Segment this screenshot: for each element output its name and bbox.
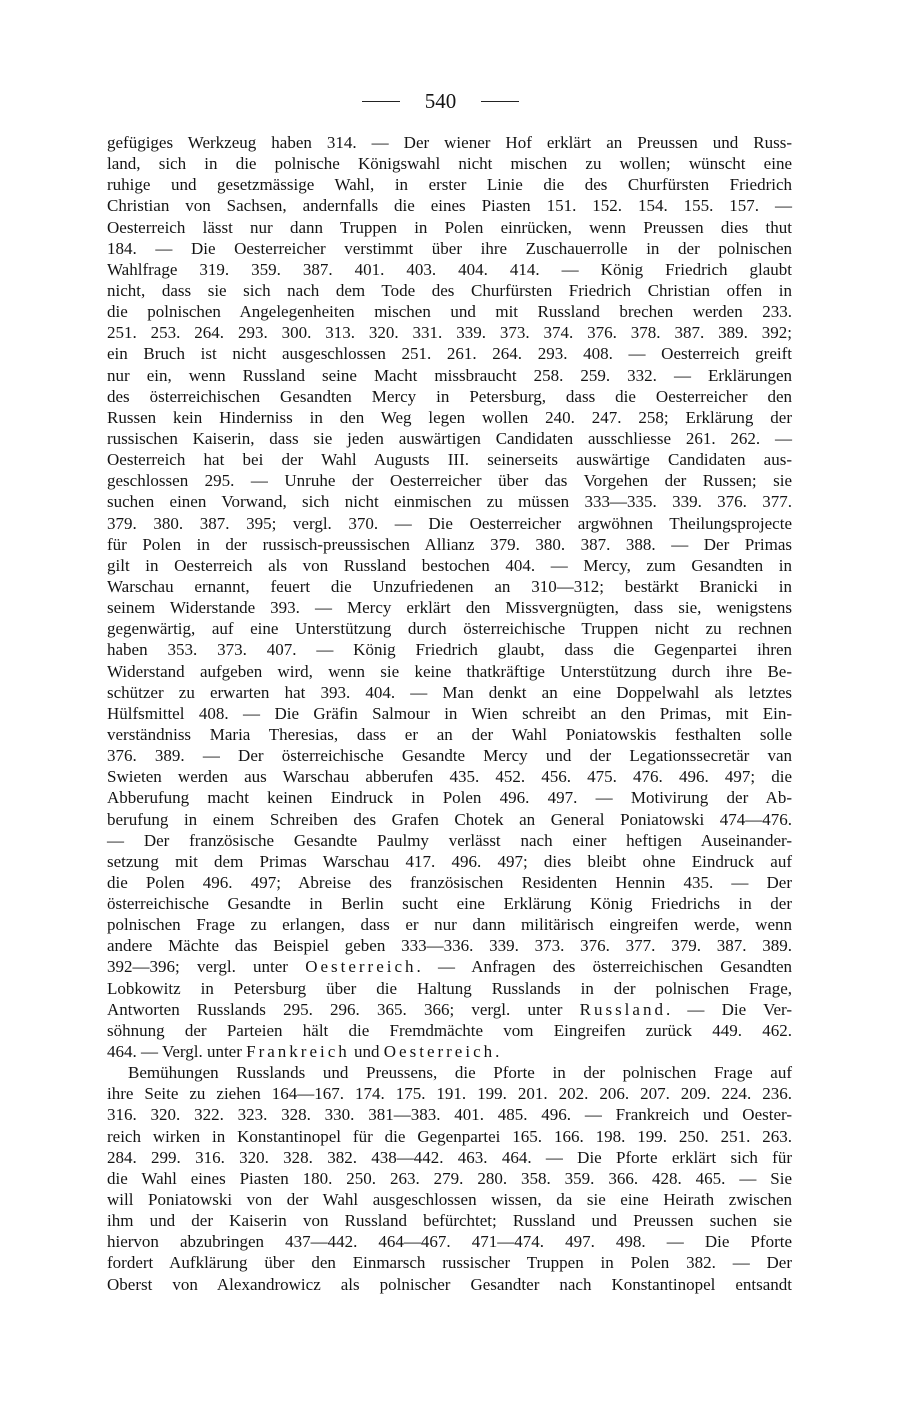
text-line (107, 1168, 792, 1189)
text-line (107, 280, 792, 301)
line-text: russischen Kaiserin, dass sie jeden auswärtigen Candidaten ausschliesse 261. 262. — (107, 428, 792, 448)
text-line (107, 766, 792, 787)
line-text: nicht, dass sie sich nach dem Tode des Churfürsten Friedrich Christian offen in (107, 280, 792, 300)
text-line (107, 365, 792, 386)
text-line (107, 449, 792, 470)
spaced-word: Oesterreich (305, 957, 417, 977)
line-text: 184. — Die Oesterreicher verstimmt über ihre Zuschauerrolle in der polnischen (107, 238, 792, 258)
text-line (107, 386, 792, 407)
line-text: ein Bruch ist nicht ausgeschlossen 251. 261. 264. 293. 408. — Oesterreich greift (107, 344, 792, 364)
text-line (107, 195, 792, 216)
line-text: andere Mächte das Beispiel geben 333—336. 339. 373. 376. 377. 379. 387. 389. (107, 936, 792, 956)
text-line (107, 1147, 792, 1168)
line-text: Abberufung macht keinen Eindruck in Polen 496. 497. — Motivirung der Ab- (107, 788, 792, 808)
line-text: nur ein, wenn Russland seine Macht missbraucht 258. 259. 332. — Erklärungen (107, 365, 792, 385)
text-line (107, 153, 792, 174)
line-text: fordert Aufklärung über den Einmarsch russischer Truppen in Polen 382. — Der (107, 1253, 792, 1273)
spaced-word: Russland (579, 999, 666, 1019)
text-line (107, 534, 792, 555)
text-line (107, 724, 792, 745)
text-line (107, 1274, 792, 1295)
text-line (107, 1210, 792, 1231)
line-text: gegenwärtig, auf eine Unterstützung durch österreichische Truppen nicht zu rechnen (107, 619, 792, 639)
text-run: 464. — Vergl. unter (107, 1042, 247, 1062)
line-text: Wahlfrage 319. 359. 387. 401. 403. 404. 414. — König Friedrich glaubt (107, 259, 792, 279)
text-line (107, 703, 792, 724)
line-text: schützer zu erwarten hat 393. 404. — Man denkt an eine Doppelwahl als letztes (107, 682, 792, 702)
text-line (107, 787, 792, 808)
line-text: Warschau ernannt, feuert die Unzufriedenen an 310—312; bestärkt Branicki in (107, 576, 792, 596)
line-text: söhnung der Parteien hält die Fremdmächte vom Eingreifen zurück 449. 462. (107, 1020, 792, 1040)
text-line (107, 470, 792, 491)
index-body (107, 132, 792, 1295)
text-line (107, 956, 792, 977)
text-line (107, 639, 792, 660)
text-line (107, 745, 792, 766)
text-run: Antworten Russlands 295. 296. 365. 366; vergl. unter (107, 999, 580, 1019)
text-line (107, 1126, 792, 1147)
spaced-word: Oesterreich (383, 1042, 496, 1062)
text-line (107, 872, 792, 893)
text-line (107, 301, 792, 322)
index-paragraph (107, 1062, 792, 1295)
text-line (107, 428, 792, 449)
header-rule-right (481, 101, 519, 102)
line-text: 284. 299. 316. 320. 328. 382. 438—442. 463. 464. — Die Pforte erklärt sich für (107, 1147, 792, 1167)
line-text: Hülfsmittel 408. — Die Gräfin Salmour in Wien schreibt an den Primas, mit Ein- (107, 703, 792, 723)
page-number: 540 (424, 89, 457, 113)
line-text: österreichische Gesandte in Berlin sucht eine Erklärung König Friedrichs in der (107, 894, 792, 914)
text-run: 392—396; vergl. unter (107, 957, 306, 977)
text-line (107, 618, 792, 639)
text-run: und (349, 1042, 384, 1062)
text-line (107, 576, 792, 597)
line-text: für Polen in der russisch-preussischen Allianz 379. 380. 387. 388. — Der Primas (107, 534, 792, 554)
text-line (107, 555, 792, 576)
line-text: die Polen 496. 497; Abreise des französischen Residenten Hennin 435. — Der (107, 872, 792, 892)
text-line (107, 1062, 792, 1083)
line-text: Russen kein Hinderniss in den Weg legen wollen 240. 247. 258; Erklärung der (107, 407, 792, 427)
text-run: . — Die Ver- (665, 999, 792, 1019)
text-line (107, 999, 792, 1020)
index-paragraph (107, 132, 792, 1062)
line-text: Christian von Sachsen, andernfalls die eines Piasten 151. 152. 154. 155. 157. — (107, 196, 792, 216)
line-text: die Wahl eines Piasten 180. 250. 263. 279. 280. 358. 359. 366. 428. 465. — Sie (107, 1168, 792, 1188)
line-text: berufung in einem Schreiben des Grafen Chotek an General Poniatowski 474—476. (107, 809, 792, 829)
line-text: verständniss Maria Theresias, dass er an der Wahl Poniatowskis festhalten solle (107, 724, 792, 744)
line-text: suchen einen Vorwand, sich nicht einmischen zu müssen 333—335. 339. 376. 377. (107, 492, 792, 512)
line-text: polnischen Frage zu erlangen, dass er nur dann militärisch eingreifen werde, wenn (107, 915, 792, 935)
line-text: gefügiges Werkzeug haben 314. — Der wiener Hof erklärt an Preussen und Russ- (107, 133, 792, 152)
line-text: Swieten werden aus Warschau abberufen 435. 452. 456. 475. 476. 496. 497; die (107, 767, 792, 787)
line-text (107, 957, 792, 976)
text-run: . (495, 1042, 500, 1062)
line-text: ihm und der Kaiserin von Russland befürchtet; Russland und Preussen suchen sie (107, 1211, 792, 1231)
spaced-word: Frankreich (246, 1042, 350, 1062)
text-line (107, 851, 792, 872)
text-line (107, 513, 792, 534)
header-rule-left (362, 101, 400, 102)
line-text: des österreichischen Gesandten Mercy in Petersburg, dass die Oesterreicher den (107, 386, 792, 406)
line-text: geschlossen 295. — Unruhe der Oesterreicher über das Vorgehen der Russen; sie (107, 471, 792, 491)
text-line (107, 914, 792, 935)
text-line (107, 343, 792, 364)
text-line (107, 661, 792, 682)
line-text: — Der französische Gesandte Paulmy verlässt nach einer heftigen Auseinander- (107, 830, 792, 850)
text-line (107, 1083, 792, 1104)
text-line (107, 1189, 792, 1210)
text-line (107, 597, 792, 618)
line-text (107, 1042, 499, 1061)
line-text: ihre Seite zu ziehen 164—167. 174. 175. 191. 199. 201. 202. 206. 207. 209. 224. 236. (107, 1084, 792, 1104)
line-text: 376. 389. — Der österreichische Gesandte Mercy und der Legationssecretär van (107, 746, 792, 766)
text-line (107, 491, 792, 512)
text-line (107, 238, 792, 259)
text-line (107, 1020, 792, 1041)
text-line (107, 322, 792, 343)
text-line (107, 809, 792, 830)
text-line (107, 682, 792, 703)
line-text: gilt in Oesterreich als von Russland bestochen 404. — Mercy, zum Gesandten in (107, 555, 792, 575)
page-header (362, 89, 519, 113)
line-text: haben 353. 373. 407. — König Friedrich glaubt, dass die Gegenpartei ihren (107, 640, 792, 660)
line-text: 379. 380. 387. 395; vergl. 370. — Die Oesterreicher argwöhnen Theilungsprojecte (107, 513, 792, 533)
text-run: . — Anfragen des österreichischen Gesandten (416, 957, 792, 977)
line-text: 251. 253. 264. 293. 300. 313. 320. 331. 339. 373. 374. 376. 378. 387. 389. 392; (107, 323, 792, 343)
text-line (107, 1041, 792, 1062)
line-text: die polnischen Angelegenheiten mischen und mit Russland brechen werden 233. (107, 302, 792, 322)
text-line (107, 407, 792, 428)
line-text: setzung mit dem Primas Warschau 417. 496. 497; dies bleibt ohne Eindruck auf (107, 851, 792, 871)
line-text: will Poniatowski von der Wahl ausgeschlossen wissen, da sie eine Heirath zwischen (107, 1190, 792, 1210)
text-line (107, 935, 792, 956)
line-text: 316. 320. 322. 323. 328. 330. 381—383. 401. 485. 496. — Frankreich und Oester- (107, 1105, 792, 1125)
line-text: seinem Widerstande 393. — Mercy erklärt den Missvergnügten, dass sie, wenigstens (107, 598, 792, 618)
text-line (107, 1104, 792, 1125)
line-text: ruhige und gesetzmässige Wahl, in erster Linie die des Churfürsten Friedrich (107, 175, 792, 195)
line-text: Lobkowitz in Petersburg über die Haltung Russlands in der polnischen Frage, (107, 978, 792, 998)
line-text: land, sich in die polnische Königswahl nicht mischen zu wollen; wünscht eine (107, 154, 792, 174)
text-line (107, 174, 792, 195)
text-line (107, 1252, 792, 1273)
line-text: Oesterreich hat bei der Wahl Augusts III. seinerseits auswärtige Candidaten aus- (107, 450, 792, 470)
text-line (107, 217, 792, 238)
line-text: hiervon abzubringen 437—442. 464—467. 471—474. 497. 498. — Die Pforte (107, 1232, 792, 1252)
text-line (107, 132, 792, 153)
line-text: reich wirken in Konstantinopel für die Gegenpartei 165. 166. 198. 199. 250. 251. 263. (107, 1126, 792, 1146)
line-text (107, 1000, 792, 1019)
text-line (107, 830, 792, 851)
text-line (107, 1231, 792, 1252)
line-text: Widerstand aufgeben wird, wenn sie keine thatkräftige Unterstützung durch ihre Be- (107, 661, 792, 681)
line-text: Oberst von Alexandrowicz als polnischer Gesandter nach Konstantinopel entsandt (107, 1274, 792, 1294)
line-text: Oesterreich lässt nur dann Truppen in Polen einrücken, wenn Preussen dies thut (107, 217, 792, 237)
text-line (107, 893, 792, 914)
line-text: Bemühungen Russlands und Preussens, die Pforte in der polnischen Frage auf (128, 1063, 792, 1083)
text-line (107, 978, 792, 999)
text-line (107, 259, 792, 280)
